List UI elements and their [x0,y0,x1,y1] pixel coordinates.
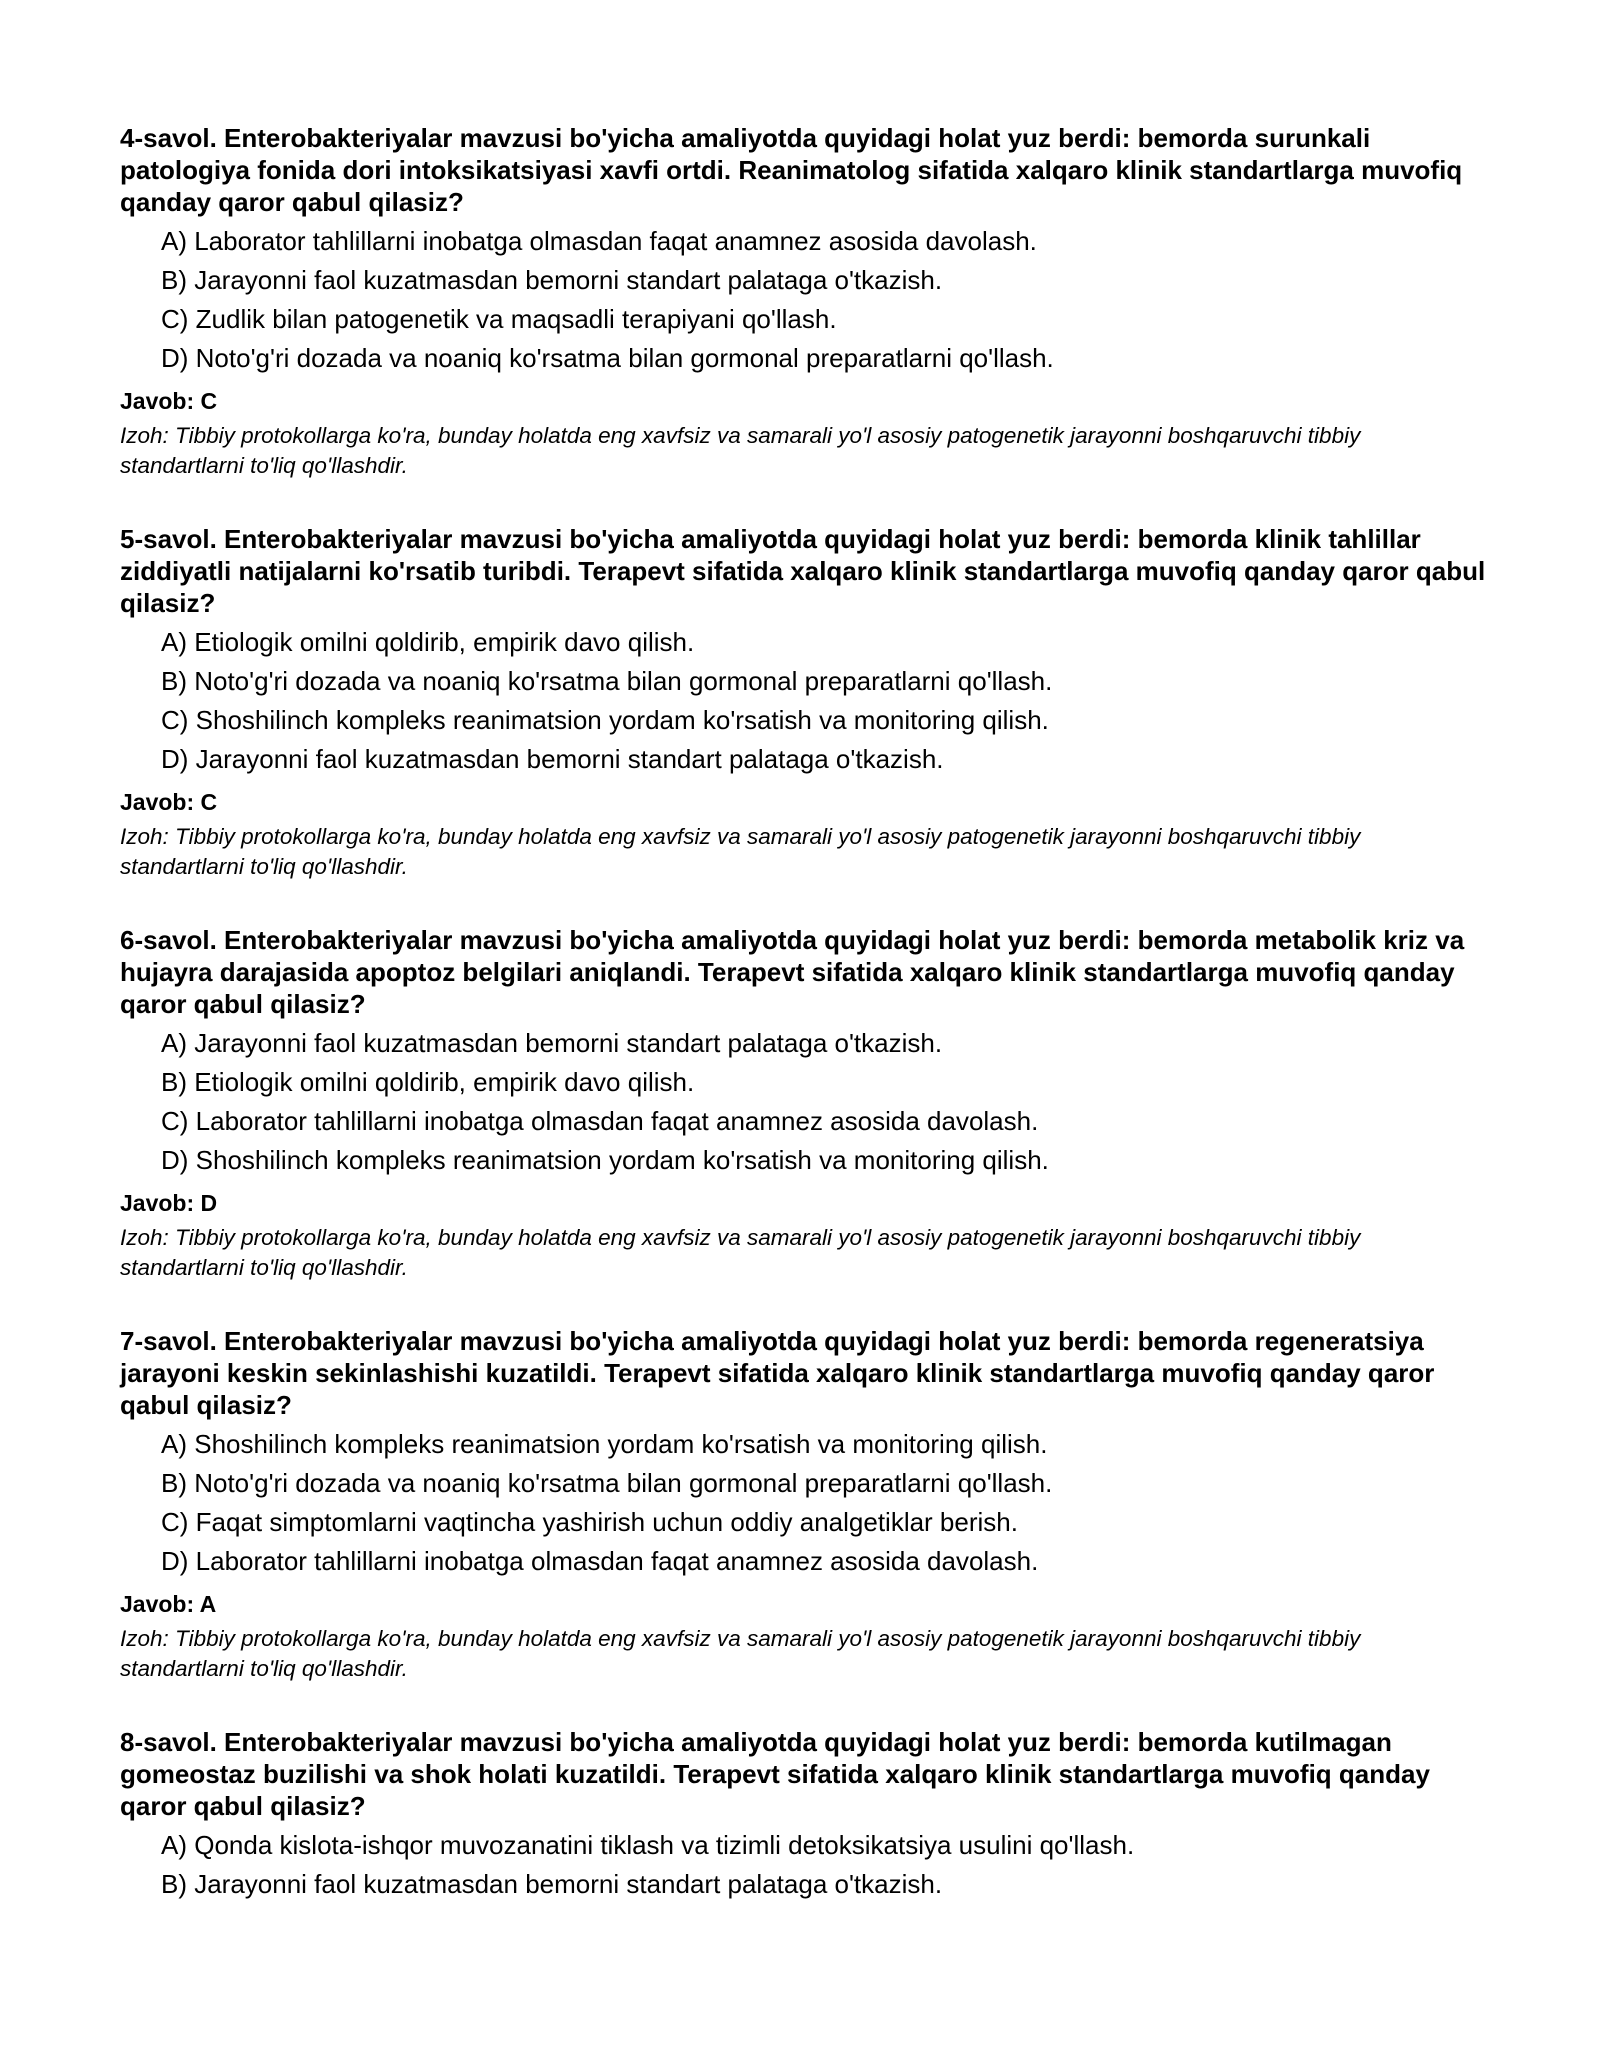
option-d: D) Shoshilinch kompleks reanimatsion yordam ko'rsatish va monitoring qilish. [161,1145,1049,1175]
question-block [120,122,1490,481]
answer-key: Javob: D [120,1190,218,1216]
option-a: A) Shoshilinch kompleks reanimatsion yordam ko'rsatish va monitoring qilish. [161,1429,1048,1459]
option-a: A) Qonda kislota-ishqor muvozanatini tiklash va tizimli detoksikatsiya usulini qo'llash. [161,1830,1135,1860]
option-b: B) Noto'g'ri dozada va noaniq ko'rsatma bilan gormonal preparatlarni qo'llash. [161,1468,1053,1498]
answer-key: Javob: C [120,789,218,815]
option-a: A) Etiologik omilni qoldirib, empirik davo qilish. [161,627,695,657]
question-text: 8-savol. Enterobakteriyalar mavzusi bo'yicha amaliyotda quyidagi holat yuz berdi: bemorda kutilmagan gomeostaz buzilishi va shok holati kuzatildi. Terapevt sifatida xalqaro klinik standartlarga muvofiq qanday qaror qabul qilasiz? [120,1727,1430,1821]
option-d: D) Noto'g'ri dozada va noaniq ko'rsatma bilan gormonal preparatlarni qo'llash. [161,343,1054,373]
option-d: D) Jarayonni faol kuzatmasdan bemorni standart palataga o'tkazish. [161,744,944,774]
answer-key: Javob: A [120,1591,217,1617]
option-c: C) Laborator tahlillarni inobatga olmasdan faqat anamnez asosida davolash. [161,1106,1039,1136]
question-text: 4-savol. Enterobakteriyalar mavzusi bo'yicha amaliyotda quyidagi holat yuz berdi: bemorda surunkali patologiya fonida dori intoksikatsiyasi xavfi ortdi. Reanimatolog sifatida xalqaro klinik standartlarga muvofiq qanday qaror qabul qilasiz? [120,123,1463,217]
option-c: C) Shoshilinch kompleks reanimatsion yordam ko'rsatish va monitoring qilish. [161,705,1049,735]
question-block [120,1325,1490,1684]
explanation-note: Izoh: Tibbiy protokollarga ko'ra, bunday holatda eng xavfsiz va samarali yo'l asosiy patogenetik jarayonni boshqaruvchi tibbiy standartlarni to'liq qo'llashdir. [120,1225,1361,1280]
answer-key: Javob: C [120,388,218,414]
option-b: B) Etiologik omilni qoldirib, empirik davo qilish. [161,1067,695,1097]
answer-options [120,1429,1490,1576]
question-block [120,924,1490,1283]
option-d: D) Laborator tahlillarni inobatga olmasdan faqat anamnez asosida davolash. [161,1546,1039,1576]
question-text: 6-savol. Enterobakteriyalar mavzusi bo'yicha amaliyotda quyidagi holat yuz berdi: bemorda metabolik kriz va hujayra darajasida apoptoz belgilari aniqlandi. Terapevt sifatida xalqaro klinik standartlarga muvofiq qanday qaror qabul qilasiz? [120,925,1465,1019]
answer-options [120,1830,1490,1899]
option-c: C) Faqat simptomlarni vaqtincha yashirish uchun oddiy analgetiklar berish. [161,1507,1018,1537]
option-b: B) Jarayonni faol kuzatmasdan bemorni standart palataga o'tkazish. [161,265,943,295]
answer-options [120,1028,1490,1175]
option-b: B) Noto'g'ri dozada va noaniq ko'rsatma bilan gormonal preparatlarni qo'llash. [161,666,1053,696]
question-text: 7-savol. Enterobakteriyalar mavzusi bo'yicha amaliyotda quyidagi holat yuz berdi: bemorda regeneratsiya jarayoni keskin sekinlashishi kuzatildi. Terapevt sifatida xalqaro klinik standartlarga muvofiq qanday qaror qabul qilasiz? [120,1326,1435,1420]
explanation-note: Izoh: Tibbiy protokollarga ko'ra, bunday holatda eng xavfsiz va samarali yo'l asosiy patogenetik jarayonni boshqaruvchi tibbiy standartlarni to'liq qo'llashdir. [120,423,1361,478]
explanation-note: Izoh: Tibbiy protokollarga ko'ra, bunday holatda eng xavfsiz va samarali yo'l asosiy patogenetik jarayonni boshqaruvchi tibbiy standartlarni to'liq qo'llashdir. [120,1626,1361,1681]
option-a: A) Laborator tahlillarni inobatga olmasdan faqat anamnez asosida davolash. [161,226,1037,256]
question-block [120,523,1490,882]
option-c: C) Zudlik bilan patogenetik va maqsadli terapiyani qo'llash. [161,304,837,334]
answer-options [120,627,1490,774]
document-page [120,122,1490,1941]
option-b: B) Jarayonni faol kuzatmasdan bemorni standart palataga o'tkazish. [161,1869,943,1899]
question-text: 5-savol. Enterobakteriyalar mavzusi bo'yicha amaliyotda quyidagi holat yuz berdi: bemorda klinik tahlillar ziddiyatli natijalarni ko'rsatib turibdi. Terapevt sifatida xalqaro klinik standartlarga muvofiq qanday qaror qabul qilasiz? [120,524,1486,618]
explanation-note: Izoh: Tibbiy protokollarga ko'ra, bunday holatda eng xavfsiz va samarali yo'l asosiy patogenetik jarayonni boshqaruvchi tibbiy standartlarni to'liq qo'llashdir. [120,824,1361,879]
answer-options [120,226,1490,373]
question-block [120,1726,1490,1899]
option-a: A) Jarayonni faol kuzatmasdan bemorni standart palataga o'tkazish. [161,1028,943,1058]
